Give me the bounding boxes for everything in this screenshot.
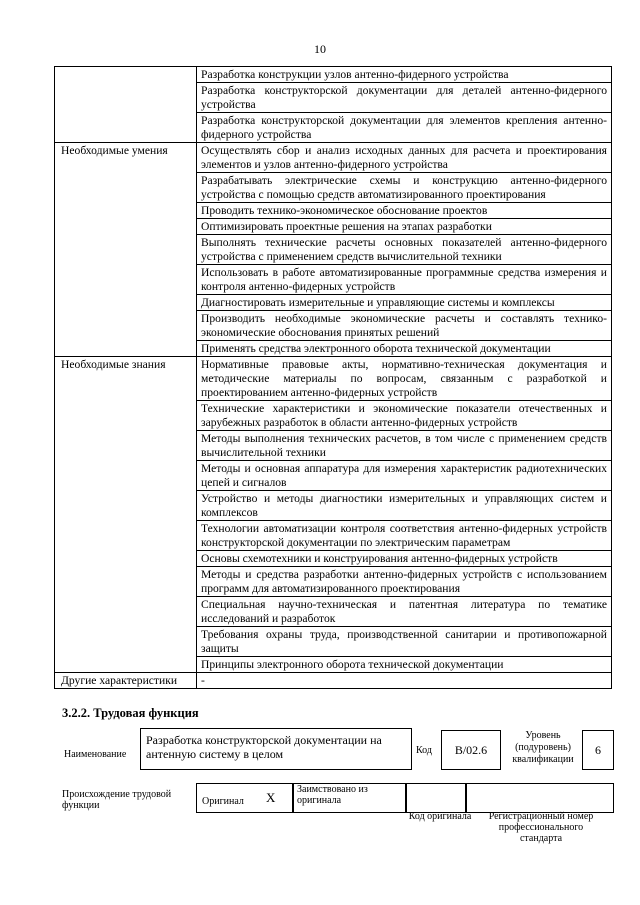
table-row: [55, 67, 612, 83]
reg-number-label: Регистрационный номер профессионального стандарта: [488, 811, 594, 844]
row-item: Основы схемотехники и конструирования антенно-фидерных устройств: [197, 551, 612, 567]
level-label: Уровень (подуровень) квалификации: [512, 730, 574, 765]
table-row: [55, 143, 612, 173]
original-label: Оригинал: [202, 796, 244, 807]
name-value: Разработка конструкторской документации на антенную систему в целом: [146, 733, 382, 761]
row-item: Разработка конструкции узлов антенно-фидерного устройства: [197, 67, 612, 83]
skills-table: [54, 66, 612, 689]
row-item: Специальная научно-техническая и патентная литература по тематике исследований и разработок: [197, 597, 612, 627]
row-category: Необходимые умения: [55, 143, 197, 357]
row-category: Необходимые знания: [55, 357, 197, 673]
original-mark: Х: [266, 790, 276, 805]
code-original-box: [405, 783, 467, 813]
row-item: Выполнять технические расчеты основных показателей антенно-фидерного устройства с применением средств вычислительной техники: [197, 235, 612, 265]
row-item: Разрабатывать электрические схемы и конструкцию антенно-фидерного устройства с помощью средств автоматизированного проектирования: [197, 173, 612, 203]
borrowed-label: Заимствовано из оригинала: [297, 784, 368, 806]
row-item: Методы и основная аппаратура для измерения характеристик радиотехнических цепей и сигналов: [197, 461, 612, 491]
row-item: Устройство и методы диагностики измерительных и управляющих систем и комплексов: [197, 491, 612, 521]
row-item: -: [197, 673, 612, 689]
row-item: Методы и средства разработки антенно-фидерных устройств с использованием программ для автоматизированного проектирования: [197, 567, 612, 597]
table-row: [55, 357, 612, 401]
name-label: Наименование: [64, 749, 127, 760]
row-item: Принципы электронного оборота технической документации: [197, 657, 612, 673]
row-item: Технические характеристики и экономические показатели отечественных и зарубежных разработок в области антенно-фидерных устройств: [197, 401, 612, 431]
level-value: 6: [582, 730, 614, 770]
section-title: 3.2.2. Трудовая функция: [62, 706, 199, 720]
row-item: Разработка конструкторской документации для элементов крепления антенно-фидерного устройства: [197, 113, 612, 143]
row-item: Технологии автоматизации контроля соответствия антенно-фидерных устройств конструкторской документации по электрическим параметрам: [197, 521, 612, 551]
code-value: В/02.6: [441, 730, 501, 770]
row-item: Применять средства электронного оборота технической документации: [197, 341, 612, 357]
origin-label: Происхождение трудовой функции: [62, 789, 172, 811]
row-category: [55, 67, 197, 143]
table-row: [55, 673, 612, 689]
row-item: Осуществлять сбор и анализ исходных данных для расчета и проектирования элементов и узлов антенно-фидерного устройства: [197, 143, 612, 173]
row-item: Требования охраны труда, производственной санитарии и противопожарной защиты: [197, 627, 612, 657]
page-number: 10: [314, 42, 326, 56]
row-item: Использовать в работе автоматизированные программные средства измерения и контроля антенно-фидерных устройств: [197, 265, 612, 295]
code-original-label: Код оригинала: [408, 811, 472, 822]
name-value-box: [140, 728, 412, 770]
code-label: Код: [416, 745, 432, 756]
row-item: Нормативные правовые акты, нормативно-техническая документация и методические материалы по вопросам, связанным с разработкой и проектированием антенно-фидерных устройств: [197, 357, 612, 401]
row-item: Проводить технико-экономическое обоснование проектов: [197, 203, 612, 219]
row-item: Производить необходимые экономические расчеты и составлять технико-экономические обоснования принятых решений: [197, 311, 612, 341]
row-item: Диагностировать измерительные и управляющие системы и комплексы: [197, 295, 612, 311]
reg-number-box: [465, 783, 614, 813]
row-item: Оптимизировать проектные решения на этапах разработки: [197, 219, 612, 235]
row-item: Разработка конструкторской документации для деталей антенно-фидерного устройства: [197, 83, 612, 113]
row-category: Другие характеристики: [55, 673, 197, 689]
row-item: Методы выполнения технических расчетов, в том числе с применением средств вычислительной техники: [197, 431, 612, 461]
